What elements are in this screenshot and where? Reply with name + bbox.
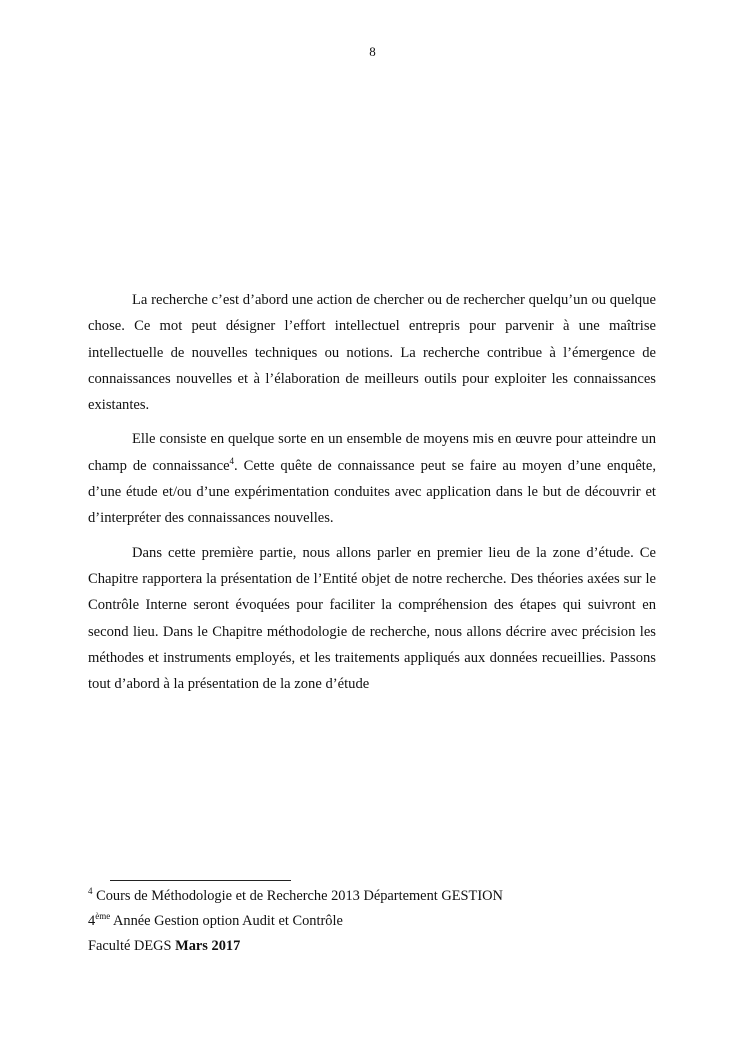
paragraph-3: Dans cette première partie, nous allons parler en premier lieu de la zone d’étude. Ce Chapitre rapportera la présentation de l’Entité objet de notre recherche. Des théories axées sur le Contrôle Interne seront évoquées pour faciliter la compréhension des étapes qui suivront en second lieu. Dans le Chapitre méthodologie de recherche, nous allons décrire avec précision les méthodes et instruments employés, et les traitements appliqués aux données recueillies. Passons tout d’abord à la présentation de la zone d’étude	[88, 544, 656, 693]
footnote-4-text: Cours de Méthodologie et de Recherche 2013 Département GESTION	[92, 888, 503, 904]
page-number: 8	[369, 44, 376, 59]
paragraph-2	[88, 426, 656, 531]
footnote-year-superscript: ème	[95, 911, 111, 922]
footnote-date: Mars 2017	[175, 938, 241, 954]
footnote-marker: 4	[88, 886, 93, 897]
footnote-4-line-2	[88, 909, 656, 934]
footnote-reference-4[interactable]: 4	[229, 455, 235, 466]
footnote-year-number: 4	[88, 913, 96, 929]
paragraph-2-text-end: . Cette quête de connaissance peut se faire au moyen d’une enquête, d’une étude et/ou d’une expérimentation conduites avec application dans le but de découvrir et d’interpréter des connaissances nouvelles.	[88, 457, 656, 527]
footnote-separator	[110, 880, 291, 881]
footnote-faculty-text: Faculté DEGS	[88, 938, 176, 954]
footnote-4-line-1	[88, 884, 656, 909]
paragraph-2-text-start: Elle consiste en quelque sorte en un ensemble de moyens mis en œuvre pour atteindre un champ de connaissance	[88, 431, 656, 474]
main-body-text	[88, 287, 656, 705]
footnote-program-text: Année Gestion option Audit et Contrôle	[110, 913, 343, 929]
paragraph-1: La recherche c’est d’abord une action de chercher ou de rechercher quelqu’un ou quelque chose. Ce mot peut désigner l’effort intellectuel entrepris pour parvenir à une maîtrise intellectuelle de nouvelles techniques ou notions. La recherche contribue à l’émergence de connaissances nouvelles et à l’élaboration de meilleurs outils pour exploiter les connaissances existantes.	[88, 292, 656, 414]
footnote-area	[88, 884, 656, 959]
footnote-4-line-3	[88, 934, 656, 959]
